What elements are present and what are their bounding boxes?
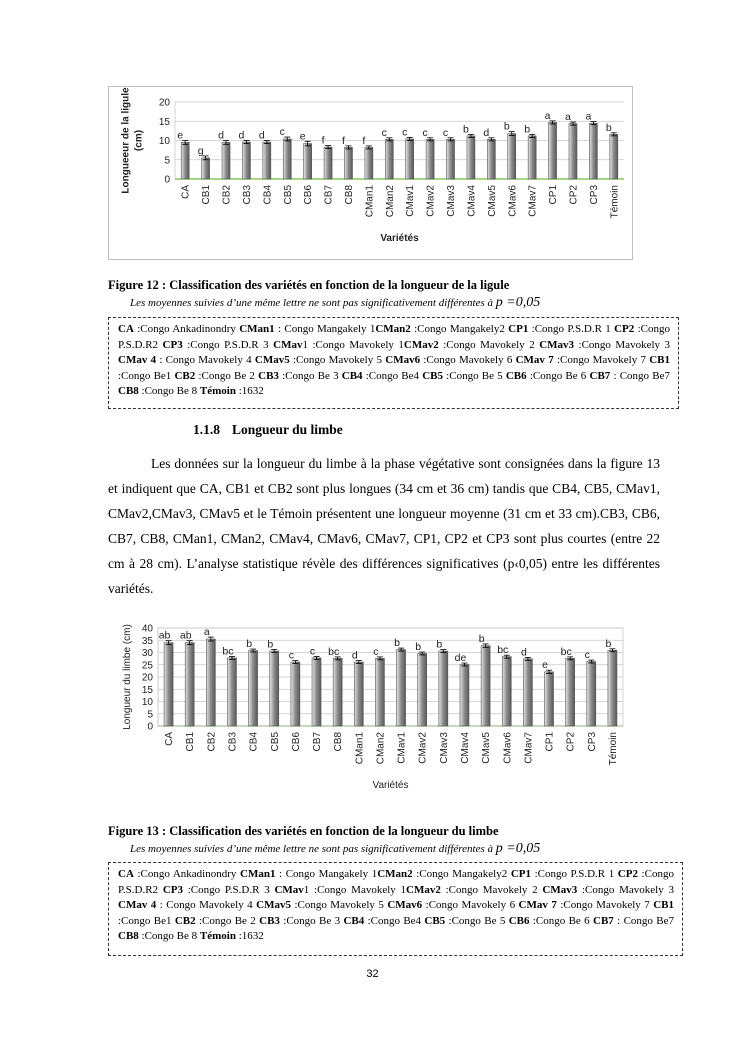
- fig13-xtick-CMan1: CMan1: [354, 732, 366, 765]
- fig12-bar-CMav3: [447, 139, 455, 179]
- fig13-bar-CP2: [566, 658, 575, 726]
- fig12-xtick-CB4: CB4: [262, 185, 274, 205]
- fig13-label-CMav2: b: [415, 641, 422, 654]
- figure12-legend-code-3: CP1: [508, 323, 529, 335]
- figure13-legend-code-19: CB7: [593, 914, 614, 927]
- fig13-bar-CB2: [206, 639, 215, 726]
- fig13-xtick-CP2: CP2: [565, 732, 577, 752]
- fig12-xtick-CMan2: CMan2: [384, 185, 396, 218]
- fig12-label-CB2: d: [218, 129, 224, 142]
- figure12-legend-desc-2: :Congo Mangakely2: [410, 323, 509, 335]
- fig12-ylabel-line-1: (cm): [133, 129, 145, 152]
- fig12-bar-CP1: [549, 122, 557, 179]
- fig12-bar-CB3: [242, 142, 250, 179]
- fig13-bar-CMav5: [481, 646, 490, 726]
- figure12-legend-code-17: CB5: [422, 369, 443, 382]
- fig13-label-CA: ab: [158, 629, 171, 642]
- fig13-label-CB1: ab: [179, 629, 192, 642]
- fig13-label-CMav3: b: [436, 638, 443, 651]
- fig12-ytick-2: 10: [158, 136, 170, 147]
- figure13-legend-code-11: CMav6: [387, 899, 423, 911]
- figure12-legend-desc-1: : Congo Mangakely 1: [274, 323, 376, 335]
- fig12-label-CB1: g: [197, 144, 204, 157]
- fig13-label-CP1: e: [542, 659, 548, 672]
- figure13-legend-desc-0: :Congo Ankadinondry: [133, 868, 240, 880]
- fig13-label-CB3: bc: [222, 645, 234, 658]
- fig13-ytick-8: 40: [141, 623, 153, 635]
- figure13-chart: [108, 614, 635, 804]
- fig12-label-CB7: f: [321, 134, 325, 147]
- figure13-legend-desc-14: :Congo Be 2: [195, 914, 260, 927]
- figure13-legend-code-3: CP1: [510, 868, 531, 880]
- fig13-label-CP2: bc: [560, 645, 572, 658]
- fig12-bar-CMav1: [406, 139, 414, 179]
- fig12-xtick-CMav2: CMav2: [425, 185, 437, 217]
- fig12-ylabel-line-0: Longueeur de la ligule: [120, 87, 132, 194]
- figure12-legend-code-9: CMav 4: [118, 354, 157, 366]
- fig13-bar-CMav6: [502, 657, 511, 726]
- figure13-legend-desc-18: :Congo Be 6: [529, 914, 594, 927]
- fig12-label-CMan2: c: [381, 126, 387, 139]
- fig12-xtick-CP1: CP1: [548, 185, 560, 205]
- fig12-bar-CB2: [222, 142, 230, 179]
- fig13-label-CMav4: de: [454, 652, 467, 665]
- figure13-legend-code-14: CB2: [174, 914, 196, 927]
- fig12-bar-CA: [181, 142, 189, 179]
- fig13-label-CB6: c: [288, 649, 295, 662]
- figure13-legend-desc-10: :Congo Mavokely 5: [290, 899, 388, 911]
- figure13-chart-svg: [108, 614, 635, 804]
- figure13-legend-code-8: CMav3: [542, 883, 578, 896]
- fig13-xtick-CMav3: CMav3: [438, 732, 450, 764]
- figure13-legend-code-9: CMav 4: [118, 899, 157, 911]
- fig12-ytick-1: 5: [164, 155, 170, 167]
- figure12-legend-code-20: CB8: [118, 385, 139, 397]
- figure13-legend-desc-1: : Congo Mangakely 1: [275, 868, 378, 880]
- fig12-label-CMan1: f: [362, 134, 366, 147]
- figure12-caption: Figure 12 : Classification des variétés en fonction de la longueur de la ligule: [108, 278, 510, 292]
- figure12-legend-desc-16: :Congo Be4: [362, 369, 423, 382]
- fig13-xtick-CP3: CP3: [586, 732, 598, 752]
- fig12-xtick-CB7: CB7: [323, 185, 335, 205]
- figure12-legend-code-12: CMav 7: [515, 354, 554, 366]
- fig13-label-CMan2: c: [373, 645, 379, 658]
- figure12-legend-code-18: CB6: [505, 369, 527, 382]
- fig13-label-CMav6: bc: [497, 644, 509, 657]
- figure13-legend-desc-11: :Congo Mavokely 6: [422, 899, 519, 911]
- body-paragraph-text: Les données sur la longueur du limbe à la phase végétative sont consignées dans la figure 13 et indiquent que CA, CB1 et CB2 sont plus longues (34 cm et 36 cm) tandis que CB4, CB5, CMav1, CMav2,CMav3, CMav5 et le Témoin présentent une longueur moyenne (31 cm et 33 cm).CB3, CB6, CB7, CB8, CMan1, CMan2, CMav4, CMav6, CMav7, CP1, CP2 et CP3 sont plus courtes (entre 22 cm à 28 cm). L’analyse statistique révèle des différences significatives (p‹0,05) entre les différentes variétés.: [108, 456, 660, 596]
- fig12-label-CB4: d: [258, 129, 265, 142]
- fig12-bar-Témoin: [610, 134, 618, 179]
- figure13-caption: Figure 13 : Classification des variétés en fonction de la longueur du limbe: [108, 824, 499, 838]
- figure13-legend-desc-3: :Congo P.S.D.R 1: [530, 868, 618, 880]
- fig12-bar-CP2: [569, 124, 577, 179]
- figure13-legend-code-18: CB6: [508, 914, 530, 927]
- fig12-label-CB5: c: [279, 126, 285, 139]
- fig12-label-CMav4: b: [463, 123, 469, 136]
- fig12-xlabel: Variétés: [380, 233, 419, 244]
- fig12-label-CMav5: d: [483, 126, 490, 139]
- fig12-bar-CMav5: [487, 139, 495, 179]
- figure13-legend-desc-12: :Congo Mavokely 7: [556, 899, 654, 911]
- fig13-bar-CMan1: [354, 662, 363, 726]
- figure13-legend-code-12: CMav 7: [518, 899, 557, 911]
- figure12-legend-desc-14: :Congo Be 2: [195, 369, 259, 382]
- fig13-ytick-4: 20: [141, 672, 153, 684]
- fig13-ytick-1: 5: [147, 709, 153, 721]
- fig13-xtick-CMan2: CMan2: [375, 732, 387, 765]
- figure12-legend-desc-3: :Congo P.S.D.R 1: [528, 323, 615, 335]
- fig13-ytick-5: 25: [141, 660, 153, 672]
- figure12-legend-code-15: CB3: [258, 369, 279, 382]
- figure12-legend-desc-15: :Congo Be 3: [278, 369, 342, 382]
- figure13-legend-desc-15: :Congo Be 3: [279, 914, 344, 927]
- fig13-ytick-6: 30: [141, 648, 153, 659]
- fig13-xtick-CMav2: CMav2: [417, 732, 429, 764]
- fig12-label-CP2: a: [565, 111, 571, 124]
- fig12-bar-CMan1: [365, 147, 373, 179]
- figure12-legend-code-14: CB2: [174, 369, 196, 382]
- fig13-bar-CB5: [270, 651, 279, 726]
- fig12-bar-CP3: [589, 123, 597, 179]
- fig12-xtick-CMav5: CMav5: [486, 185, 498, 217]
- fig13-ytick-7: 35: [141, 635, 153, 647]
- fig13-ytick-2: 10: [141, 697, 153, 708]
- page-number: 32: [366, 968, 379, 980]
- fig13-bar-CP3: [587, 662, 596, 726]
- fig12-bar-CMav4: [467, 136, 475, 179]
- fig12-label-CP1: a: [544, 109, 551, 122]
- figure13-legend-desc-4: :Congo P.S.D.R2: [118, 868, 674, 896]
- fig12-label-CB8: f: [342, 134, 345, 147]
- figure13-legend-code-21: Témoin: [199, 930, 236, 942]
- fig12-xtick-CB8: CB8: [343, 185, 355, 205]
- body-paragraph: [108, 451, 660, 601]
- figure13-legend-desc-17: :Congo Be 5: [445, 914, 509, 927]
- fig13-bar-CA: [164, 643, 173, 726]
- fig12-label-CMav1: c: [402, 126, 408, 139]
- fig12-label-CA: e: [177, 129, 184, 142]
- fig13-bar-CP1: [545, 672, 554, 726]
- figure12-note-text: Les moyennes suivies d’une même lettre ne sont pas significativement différentes à: [130, 297, 494, 309]
- fig13-xtick-CMav6: CMav6: [502, 732, 514, 764]
- figure13-legend-code-6: CMav: [274, 883, 304, 896]
- fig13-bar-CMav2: [418, 653, 427, 726]
- figure13-note-text: Les moyennes suivies d’une même lettre ne sont pas significativement différentes à: [130, 843, 494, 855]
- fig12-bar-CMan2: [385, 139, 393, 179]
- fig13-ytick-3: 15: [141, 684, 153, 696]
- fig13-xtick-CMav5: CMav5: [481, 732, 493, 764]
- figure12-note-pvalue: p =0,05: [495, 295, 541, 310]
- fig13-bar-Témoin: [608, 650, 617, 726]
- fig13-label-CMav5: b: [478, 632, 485, 645]
- fig12-bar-CB1: [202, 158, 210, 179]
- fig12-bar-CMav6: [508, 134, 516, 179]
- fig12-ytick-0: 0: [164, 174, 170, 186]
- figure12-legend-code-10: CMav5: [254, 354, 290, 366]
- figure12-legend-code-11: CMav6: [385, 354, 421, 366]
- fig13-bar-CB4: [249, 651, 258, 726]
- fig12-ytick-3: 15: [158, 116, 170, 128]
- figure13-legend-desc-8: :Congo Mavokely 3: [577, 883, 674, 896]
- fig12-xtick-CMan1: CMan1: [364, 185, 376, 218]
- figure12-legend-desc-0: :Congo Ankadinondry: [133, 323, 240, 335]
- figure12-legend: [108, 317, 679, 409]
- fig13-label-CB4: b: [246, 638, 253, 651]
- fig12-xtick-CMav7: CMav7: [527, 185, 539, 217]
- figure13-legend-code-17: CB5: [424, 914, 446, 927]
- figure13-legend-desc-16: :Congo Be4: [364, 914, 425, 927]
- fig12-xtick-CB1: CB1: [201, 185, 213, 205]
- fig12-label-CMav2: c: [422, 126, 428, 139]
- fig12-xtick-CMav1: CMav1: [405, 185, 417, 217]
- figure12-legend-code-21: Témoin: [199, 385, 236, 397]
- figure12-legend-desc-20: :Congo Be 8: [138, 385, 200, 397]
- fig13-xtick-CB5: CB5: [269, 732, 281, 752]
- fig13-xtick-CMav4: CMav4: [459, 732, 471, 764]
- fig13-xtick-Témoin: Témoin: [607, 732, 619, 766]
- figure12-legend-desc-4: :Congo P.S.D.R2: [118, 323, 670, 351]
- fig12-xtick-CB2: CB2: [221, 185, 233, 205]
- fig13-label-Témoin: b: [605, 637, 612, 650]
- figure13-legend-desc-21: :1632: [235, 930, 264, 942]
- figure12-legend-desc-17: :Congo Be 5: [443, 369, 506, 382]
- fig12-xtick-CP3: CP3: [588, 185, 600, 205]
- figure12-legend-desc-9: : Congo Mavokely 4: [156, 354, 255, 366]
- figure13-legend-desc-13: :Congo Be1: [118, 914, 175, 927]
- fig13-xtick-CB2: CB2: [206, 732, 218, 752]
- figure12-legend-desc-7: :Congo Mavokely 2: [438, 338, 540, 351]
- figure12-legend-desc-21: :1632: [235, 385, 264, 397]
- section-title: Longueur du limbe: [232, 422, 343, 437]
- figure13-legend-code-20: CB8: [118, 930, 139, 942]
- fig13-label-CB7: c: [309, 645, 316, 658]
- figure12-legend-code-2: CMan2: [375, 323, 411, 335]
- fig12-xtick-Témoin: Témoin: [609, 185, 621, 219]
- fig12-bar-CMav2: [426, 139, 434, 179]
- figure12-legend-code-7: CMav2: [403, 338, 439, 351]
- fig13-xtick-CB3: CB3: [227, 732, 239, 752]
- figure12-legend-desc-5: :Congo P.S.D.R 3: [182, 338, 274, 351]
- fig12-label-CMav6: b: [503, 120, 510, 133]
- figure13-legend-code-16: CB4: [343, 914, 365, 927]
- fig12-bar-CB6: [304, 144, 312, 179]
- fig13-xtick-CA: CA: [164, 732, 176, 746]
- fig13-label-CB5: b: [267, 638, 274, 651]
- fig12-bar-CB4: [263, 142, 271, 179]
- fig12-bar-CB7: [324, 147, 332, 179]
- figure12-legend-code-5: CP3: [162, 338, 183, 351]
- fig12-label-CMav7: b: [524, 123, 531, 136]
- fig13-ytick-0: 0: [147, 721, 153, 733]
- figure12-legend-desc-10: :Congo Mavokely 5: [289, 354, 386, 366]
- fig13-bar-CB1: [185, 643, 194, 726]
- fig12-xtick-CA: CA: [180, 185, 192, 199]
- figure13-legend-code-15: CB3: [259, 914, 280, 927]
- section-heading: [193, 422, 343, 438]
- fig13-bar-CB3: [227, 658, 236, 726]
- fig12-bar-CMav7: [528, 136, 536, 179]
- fig12-label-CB3: d: [238, 129, 245, 142]
- fig13-xtick-CP1: CP1: [544, 732, 556, 752]
- fig13-bar-CMav3: [439, 651, 448, 726]
- figure13-legend-code-10: CMav5: [256, 899, 291, 911]
- fig13-xtick-CMav7: CMav7: [523, 732, 535, 764]
- fig13-bar-CB8: [333, 658, 342, 726]
- fig13-xtick-CB4: CB4: [248, 732, 260, 752]
- fig12-label-CMav3: c: [442, 126, 449, 139]
- fig12-xtick-CB6: CB6: [303, 185, 315, 205]
- fig13-bar-CB7: [312, 658, 321, 726]
- fig13-xtick-CB7: CB7: [312, 732, 324, 752]
- fig13-bar-CB6: [291, 662, 300, 726]
- figure12-legend-code-13: CB1: [649, 354, 671, 366]
- figure13-legend-desc-2: :Congo Mangakely2: [412, 868, 511, 880]
- figure13-legend-desc-7: :Congo Mavokely 2: [440, 883, 543, 896]
- fig13-xtick-CB6: CB6: [290, 732, 302, 752]
- figure13-legend-desc-19: : Congo Be7: [613, 914, 674, 927]
- section-number: 1.1.8: [193, 422, 220, 437]
- figure13-legend-desc-20: :Congo Be 8: [138, 930, 200, 942]
- figure13-legend-code-7: CMav2: [406, 883, 441, 896]
- fig12-label-Témoin: b: [605, 121, 612, 134]
- fig13-label-CMav7: d: [520, 646, 527, 659]
- fig13-bar-CMan2: [375, 658, 384, 726]
- figure12-legend-desc-12: :Congo Mavokely 7: [553, 354, 650, 366]
- figure13-legend-code-2: CMan2: [377, 868, 413, 880]
- figure13-legend-code-5: CP3: [162, 883, 183, 896]
- figure13-note-pvalue: p =0,05: [495, 841, 541, 856]
- fig13-ylabel-line-0: Longueur du limbe (cm): [122, 624, 133, 730]
- figure13-legend-code-13: CB1: [653, 899, 674, 911]
- fig13-label-CMav1: b: [394, 637, 400, 650]
- fig13-xtick-CB8: CB8: [333, 732, 345, 752]
- figure13-note: [130, 841, 540, 857]
- figure13-legend-code-4: CP2: [617, 868, 638, 880]
- figure13-legend-desc-5: :Congo P.S.D.R 3: [182, 883, 275, 896]
- figure12-note: [130, 295, 540, 311]
- figure12-legend-desc-18: :Congo Be 6: [526, 369, 590, 382]
- fig12-xtick-CB5: CB5: [282, 185, 294, 205]
- figure13-legend-desc-9: : Congo Mavokely 4: [156, 899, 257, 911]
- figure12-legend-code-6: CMav: [273, 338, 303, 351]
- fig12-label-CP3: a: [585, 110, 592, 123]
- figure12-legend-code-8: CMav3: [539, 338, 575, 351]
- figure12-legend-desc-6: 1 :Congo Mavokely 1: [302, 338, 404, 351]
- fig12-xtick-CMav4: CMav4: [466, 185, 478, 217]
- figure12-chart-svg: [109, 87, 632, 259]
- fig13-xtick-CMav1: CMav1: [396, 732, 408, 764]
- fig13-bar-CMav7: [523, 659, 532, 726]
- fig12-xtick-CMav6: CMav6: [507, 185, 519, 217]
- figure12-legend-code-1: CMan1: [239, 323, 275, 335]
- figure13-legend-code-0: CA: [118, 868, 134, 880]
- figure13-legend-desc-6: 1 :Congo Mavokely 1: [303, 883, 407, 896]
- fig13-label-CMan1: d: [351, 649, 358, 662]
- fig12-bar-CB8: [344, 147, 352, 179]
- fig12-xtick-CB3: CB3: [241, 185, 253, 205]
- fig13-bar-CMav4: [460, 665, 469, 726]
- figure12-legend-code-0: CA: [118, 323, 134, 335]
- fig12-label-CB6: e: [299, 130, 306, 143]
- figure12-legend-desc-11: :Congo Mavokely 6: [420, 354, 516, 366]
- figure12-legend-desc-19: : Congo Be7: [610, 369, 670, 382]
- fig13-xlabel: Variétés: [372, 780, 409, 791]
- figure12-chart: [108, 86, 633, 260]
- fig13-xtick-CB1: CB1: [185, 732, 197, 752]
- figure12-legend-code-16: CB4: [341, 369, 363, 382]
- fig13-label-CP3: c: [584, 649, 590, 662]
- fig12-ytick-4: 20: [158, 97, 170, 109]
- fig12-xtick-CMav3: CMav3: [446, 185, 458, 217]
- fig13-label-CB2: a: [203, 626, 210, 639]
- figure13-legend-code-1: CMan1: [240, 868, 276, 880]
- figure12-legend-desc-8: :Congo Mavokely 3: [574, 338, 670, 351]
- fig12-bar-CB5: [283, 139, 291, 179]
- figure12-legend-code-19: CB7: [589, 369, 611, 382]
- figure12-legend-code-4: CP2: [614, 323, 635, 335]
- fig13-bar-CMav1: [397, 650, 406, 726]
- fig13-label-CB8: bc: [328, 645, 340, 658]
- figure12-legend-desc-13: :Congo Be1: [118, 369, 175, 382]
- fig12-xtick-CP2: CP2: [568, 185, 580, 205]
- figure13-legend: [108, 862, 683, 956]
